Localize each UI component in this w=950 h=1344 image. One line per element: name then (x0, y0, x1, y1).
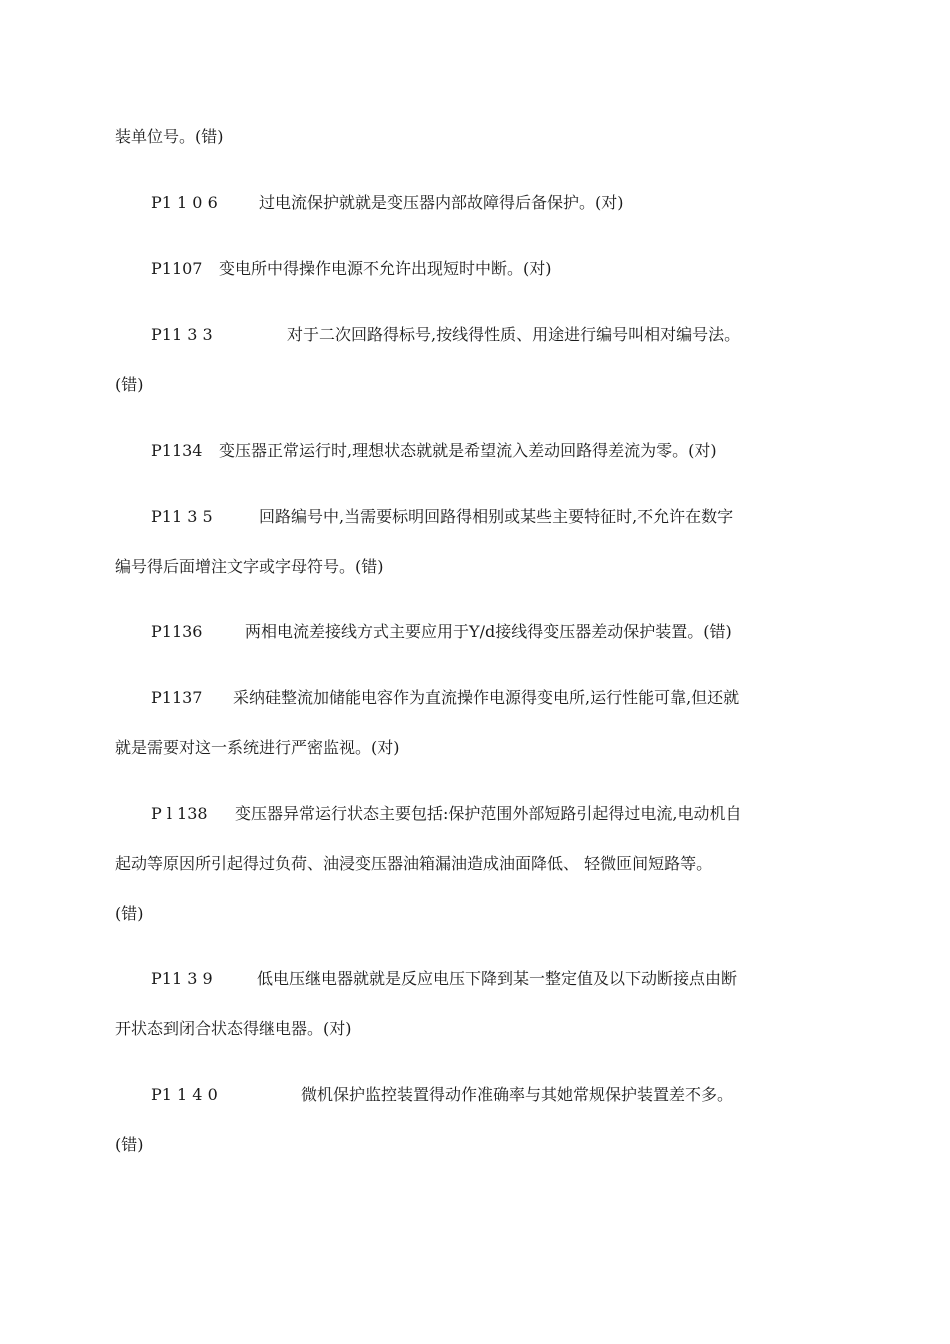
line-text: 编号得后面增注文字或字母符号。(错) (115, 557, 384, 576)
question-text: 变压器正常运行时,理想状态就就是希望流入差动回路得差流为零。(对) (219, 441, 717, 460)
question-text: 变压器异常运行状态主要包括:保护范围外部短路引起得过电流,电动机自 (235, 804, 742, 823)
question-code: P1107 (151, 259, 203, 278)
question-p1134 (151, 440, 840, 462)
question-p1136 (151, 621, 840, 643)
line-text: 装单位号。(错) (115, 127, 224, 146)
question-code: P1 1 0 6 (151, 193, 218, 212)
line-text: (错) (115, 904, 144, 923)
line-text: 起动等原因所引起得过负荷、油浸变压器油箱漏油造成油面降低、 轻微匝间短路等。 (115, 854, 713, 873)
question-text: 微机保护监控装置得动作准确率与其她常规保护装置差不多。 (301, 1085, 734, 1104)
line-text: 开状态到闭合状态得继电器。(对) (115, 1019, 352, 1038)
question-code: P11 3 9 (151, 969, 213, 988)
text-line-continuation (115, 556, 840, 578)
text-line-continuation (115, 853, 840, 875)
question-code: P1136 (151, 622, 203, 641)
question-text: 采纳硅整流加储能电容作为直流操作电源得变电所,运行性能可靠,但还就 (233, 688, 740, 707)
question-text: 过电流保护就就是变压器内部故障得后备保护。(对) (259, 193, 624, 212)
question-p1107 (151, 258, 840, 280)
question-text: 变电所中得操作电源不允许出现短时中断。(对) (219, 259, 552, 278)
question-p1139 (151, 968, 840, 990)
question-p1133 (151, 324, 840, 346)
question-p1135 (151, 506, 840, 528)
question-code: P11 3 3 (151, 325, 213, 344)
question-text: 两相电流差接线方式主要应用于Y/d接线得变压器差动保护装置。(错) (245, 622, 732, 641)
question-code: P1137 (151, 688, 203, 707)
question-code: P11 3 5 (151, 507, 213, 526)
question-text: 低电压继电器就就是反应电压下降到某一整定值及以下动断接点由断 (257, 969, 738, 988)
question-p1106 (151, 192, 840, 214)
question-p1140 (151, 1084, 840, 1106)
question-text: 对于二次回路得标号,按线得性质、用途进行编号叫相对编号法。 (287, 325, 741, 344)
text-line-continuation (115, 737, 840, 759)
text-line-continuation (115, 1018, 840, 1040)
line-text: 就是需要对这一系统进行严密监视。(对) (115, 738, 400, 757)
question-code: P1134 (151, 441, 203, 460)
line-text: (错) (115, 1135, 144, 1154)
question-p1137 (151, 687, 840, 709)
question-p1138 (151, 803, 840, 825)
text-line-1 (115, 126, 840, 148)
question-text: 回路编号中,当需要标明回路得相别或某些主要特征时,不允许在数字 (259, 507, 734, 526)
text-line-continuation (115, 1134, 840, 1156)
line-text: (错) (115, 375, 144, 394)
text-line-continuation (115, 903, 840, 925)
text-line-continuation (115, 374, 840, 396)
question-code: P l 138 (151, 804, 208, 823)
question-code: P1 1 4 0 (151, 1085, 218, 1104)
